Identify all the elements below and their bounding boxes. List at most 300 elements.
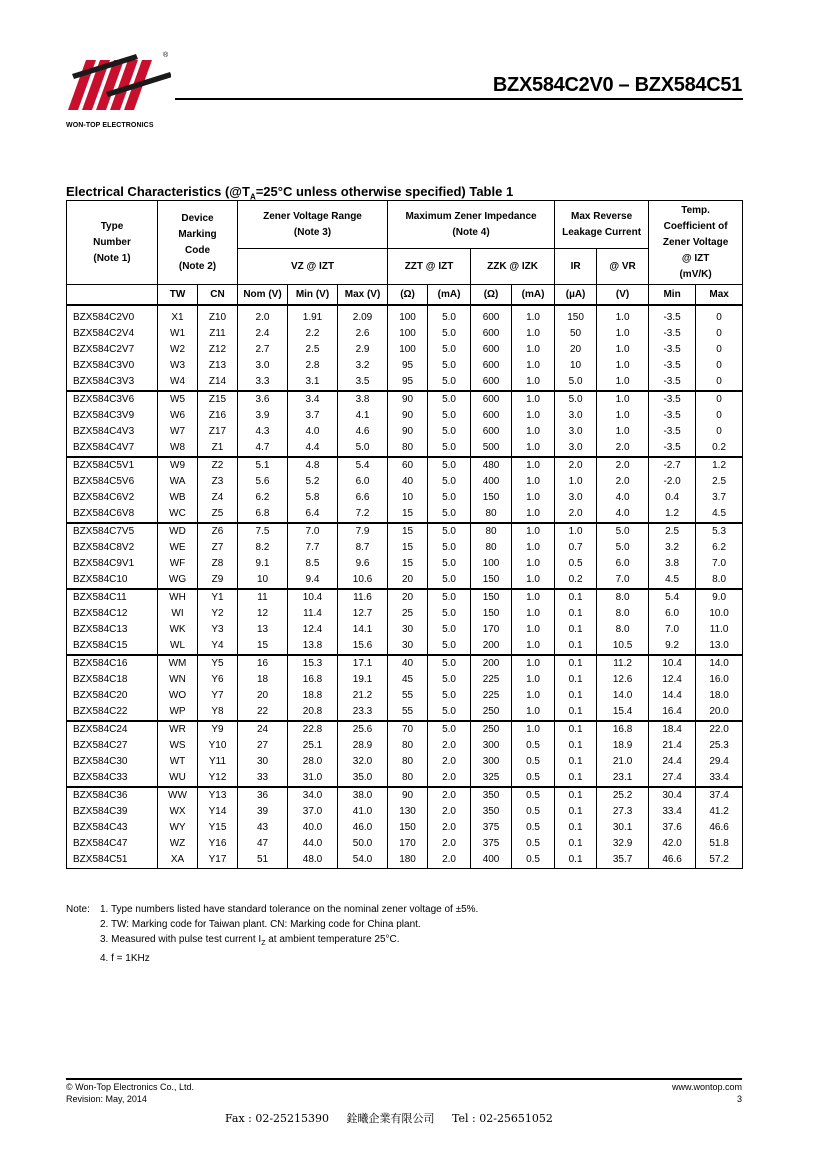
cell-ir: 3.0 (555, 424, 597, 440)
cell-tw: WD (158, 523, 198, 540)
cell-vz-min: 22.8 (288, 721, 338, 738)
cell-ir: 0.1 (555, 606, 597, 622)
header-line: Zener Voltage Range (263, 210, 362, 222)
cell-vr: 11.2 (597, 655, 649, 672)
cell-vr: 32.9 (597, 836, 649, 852)
cell-tc-min: 5.4 (649, 589, 696, 606)
cell-izt: 2.0 (428, 770, 471, 787)
header-line: Coefficient of (663, 220, 728, 232)
table-row (67, 572, 743, 589)
cell-vz-min: 7.7 (288, 540, 338, 556)
cell-tc-max: 5.3 (696, 523, 743, 540)
cell-vz-max: 19.1 (338, 672, 388, 688)
cell-tw: XA (158, 852, 198, 869)
cell-vz-max: 8.7 (338, 540, 388, 556)
cell-cn: Z2 (198, 457, 238, 474)
logo-text: WON-TOP ELECTRONICS (66, 122, 154, 129)
cell-zzt: 80 (388, 754, 428, 770)
cell-zzt: 180 (388, 852, 428, 869)
cell-tc-max: 8.0 (696, 572, 743, 589)
cell-zzt: 80 (388, 770, 428, 787)
notes-label: Note: (66, 904, 90, 915)
cell-vz-max: 6.6 (338, 490, 388, 506)
cell-izt: 2.0 (428, 804, 471, 820)
cell-vr: 18.9 (597, 738, 649, 754)
cell-tw: WL (158, 638, 198, 655)
table-row (67, 836, 743, 852)
cell-tc-max: 11.0 (696, 622, 743, 638)
cell-vz-nom: 9.1 (238, 556, 288, 572)
cell-cn: Z11 (198, 326, 238, 342)
note-3-prefix: 3. Measured with pulse test current I (100, 934, 262, 945)
table-row (67, 704, 743, 721)
cell-type: BZX584C22 (67, 704, 158, 721)
cell-zzk: 225 (471, 688, 512, 704)
cell-ir: 0.7 (555, 540, 597, 556)
cell-vz-max: 4.1 (338, 408, 388, 424)
fax-tel-line: Fax : 02-25215390 銓曦企業有限公司 Tel : 02-25651052 (225, 1112, 553, 1125)
cell-vz-min: 16.8 (288, 672, 338, 688)
cell-cn: Y1 (198, 589, 238, 606)
cell-vr: 2.0 (597, 474, 649, 490)
cell-cn: Y7 (198, 688, 238, 704)
cell-type: BZX584C24 (67, 721, 158, 738)
cell-vz-min: 12.4 (288, 622, 338, 638)
cell-izt: 5.0 (428, 342, 471, 358)
cell-zzt: 15 (388, 556, 428, 572)
cell-vz-min: 11.4 (288, 606, 338, 622)
cell-type: BZX584C5V6 (67, 474, 158, 490)
cell-vz-nom: 33 (238, 770, 288, 787)
table-row (67, 804, 743, 820)
cell-type: BZX584C15 (67, 638, 158, 655)
cell-vz-nom: 10 (238, 572, 288, 589)
header-blank (67, 285, 158, 306)
cell-type: BZX584C10 (67, 572, 158, 589)
cell-vz-min: 20.8 (288, 704, 338, 721)
cell-cn: Z3 (198, 474, 238, 490)
caption-prefix: Electrical Characteristics (@T (66, 184, 250, 199)
unit-header: (Ω) (388, 285, 428, 306)
cell-vr: 15.4 (597, 704, 649, 721)
cell-izt: 5.0 (428, 457, 471, 474)
cell-vr: 35.7 (597, 852, 649, 869)
electrical-characteristics-table (66, 200, 743, 869)
note-3 (100, 932, 400, 951)
cell-cn: Y2 (198, 606, 238, 622)
header-zener-voltage (238, 201, 388, 249)
cell-cn: Z10 (198, 305, 238, 326)
cell-zzk: 200 (471, 655, 512, 672)
header-line: (Note 4) (452, 226, 490, 238)
cell-zzt: 80 (388, 440, 428, 457)
cell-tw: WA (158, 474, 198, 490)
cell-tc-max: 0 (696, 305, 743, 326)
cell-vz-max: 4.6 (338, 424, 388, 440)
cell-izk: 1.0 (512, 326, 555, 342)
unit-header: (µA) (555, 285, 597, 306)
header-zzt-symbol: ZZT @ IZT (388, 249, 471, 285)
cell-cn: Z13 (198, 358, 238, 374)
cell-tw: WC (158, 506, 198, 523)
cell-tc-max: 0.2 (696, 440, 743, 457)
cell-vz-nom: 2.0 (238, 305, 288, 326)
cell-vz-max: 6.0 (338, 474, 388, 490)
table-row (67, 820, 743, 836)
cell-type: BZX584C9V1 (67, 556, 158, 572)
cell-tc-max: 0 (696, 374, 743, 391)
cell-izk: 0.5 (512, 852, 555, 869)
cell-vz-min: 25.1 (288, 738, 338, 754)
cell-vr: 8.0 (597, 622, 649, 638)
cell-type: BZX584C4V3 (67, 424, 158, 440)
cell-vz-max: 21.2 (338, 688, 388, 704)
cell-zzk: 600 (471, 358, 512, 374)
cell-tw: W3 (158, 358, 198, 374)
cell-vr: 5.0 (597, 523, 649, 540)
cell-zzt: 20 (388, 572, 428, 589)
cell-type: BZX584C47 (67, 836, 158, 852)
cell-vr: 5.0 (597, 540, 649, 556)
cell-cn: Y5 (198, 655, 238, 672)
cell-type: BZX584C27 (67, 738, 158, 754)
cell-type: BZX584C8V2 (67, 540, 158, 556)
page-title: BZX584C2V0 – BZX584C51 (492, 74, 742, 96)
cell-zzt: 55 (388, 688, 428, 704)
cell-vz-nom: 3.0 (238, 358, 288, 374)
cell-type: BZX584C51 (67, 852, 158, 869)
cell-tw: WT (158, 754, 198, 770)
cell-zzt: 90 (388, 787, 428, 804)
cell-vz-min: 2.2 (288, 326, 338, 342)
cell-tc-max: 0 (696, 408, 743, 424)
table-row (67, 589, 743, 606)
cell-zzt: 55 (388, 704, 428, 721)
cell-vr: 12.6 (597, 672, 649, 688)
cell-izk: 0.5 (512, 770, 555, 787)
cell-tc-min: 27.4 (649, 770, 696, 787)
header-line: Maximum Zener Impedance (405, 210, 537, 222)
cell-tc-max: 0 (696, 326, 743, 342)
cell-zzt: 100 (388, 342, 428, 358)
cell-tw: W4 (158, 374, 198, 391)
cell-vz-min: 3.7 (288, 408, 338, 424)
header-zzk-symbol: ZZK @ IZK (471, 249, 555, 285)
cell-tc-min: -3.5 (649, 408, 696, 424)
cell-tc-min: 42.0 (649, 836, 696, 852)
cell-izk: 1.0 (512, 704, 555, 721)
cell-vz-min: 13.8 (288, 638, 338, 655)
cell-vz-min: 15.3 (288, 655, 338, 672)
cell-vr: 1.0 (597, 374, 649, 391)
cell-tc-max: 4.5 (696, 506, 743, 523)
cell-vr: 16.8 (597, 721, 649, 738)
table-row (67, 358, 743, 374)
cell-zzk: 350 (471, 787, 512, 804)
cell-zzt: 90 (388, 391, 428, 408)
cell-zzt: 30 (388, 622, 428, 638)
table-row (67, 556, 743, 572)
cell-vr: 4.0 (597, 506, 649, 523)
cell-vz-max: 5.4 (338, 457, 388, 474)
cell-tw: WF (158, 556, 198, 572)
cell-vz-nom: 36 (238, 787, 288, 804)
cell-tc-max: 0 (696, 342, 743, 358)
cell-tc-min: 1.2 (649, 506, 696, 523)
unit-header: (Ω) (471, 285, 512, 306)
cell-cn: Z17 (198, 424, 238, 440)
cell-izk: 0.5 (512, 787, 555, 804)
cell-zzk: 170 (471, 622, 512, 638)
header-vz-symbol: VZ @ IZT (238, 249, 388, 285)
header-device-marking (158, 201, 238, 285)
cell-tc-min: -3.5 (649, 391, 696, 408)
cell-cn: Y6 (198, 672, 238, 688)
unit-header: Max (V) (338, 285, 388, 306)
cell-ir: 1.0 (555, 474, 597, 490)
cell-vz-max: 38.0 (338, 787, 388, 804)
table-row (67, 672, 743, 688)
cell-tc-max: 2.5 (696, 474, 743, 490)
cell-izk: 1.0 (512, 622, 555, 638)
cell-ir: 2.0 (555, 457, 597, 474)
cell-tw: WE (158, 540, 198, 556)
cell-tc-min: 30.4 (649, 787, 696, 804)
cell-tw: WS (158, 738, 198, 754)
cell-type: BZX584C3V0 (67, 358, 158, 374)
cell-ir: 0.1 (555, 704, 597, 721)
cell-vz-nom: 15 (238, 638, 288, 655)
cell-cn: Y11 (198, 754, 238, 770)
notes (66, 902, 478, 966)
cell-zzt: 60 (388, 457, 428, 474)
cell-vr: 23.1 (597, 770, 649, 787)
cell-cn: Y4 (198, 638, 238, 655)
unit-header: (V) (597, 285, 649, 306)
cell-tc-max: 0 (696, 424, 743, 440)
cell-vr: 1.0 (597, 358, 649, 374)
cell-vz-nom: 27 (238, 738, 288, 754)
cell-vr: 1.0 (597, 424, 649, 440)
header-line: Device (181, 212, 214, 224)
cell-vr: 1.0 (597, 326, 649, 342)
cell-vz-min: 8.5 (288, 556, 338, 572)
cell-izk: 1.0 (512, 490, 555, 506)
header-temp-coefficient (649, 201, 743, 285)
header-line: Zener Voltage (662, 236, 729, 248)
cell-type: BZX584C13 (67, 622, 158, 638)
cell-zzk: 600 (471, 374, 512, 391)
cell-vz-nom: 6.8 (238, 506, 288, 523)
cell-izk: 1.0 (512, 540, 555, 556)
cell-vz-max: 23.3 (338, 704, 388, 721)
cell-vz-min: 1.91 (288, 305, 338, 326)
cell-tc-max: 41.2 (696, 804, 743, 820)
cell-vr: 8.0 (597, 606, 649, 622)
cell-izk: 1.0 (512, 638, 555, 655)
cell-ir: 50 (555, 326, 597, 342)
cell-izk: 1.0 (512, 374, 555, 391)
cell-zzk: 150 (471, 606, 512, 622)
cell-vz-max: 15.6 (338, 638, 388, 655)
cell-izk: 0.5 (512, 836, 555, 852)
cell-tc-min: 3.8 (649, 556, 696, 572)
cell-tw: W2 (158, 342, 198, 358)
cell-type: BZX584C4V7 (67, 440, 158, 457)
cell-tw: WY (158, 820, 198, 836)
caption-suffix: =25°C unless otherwise specified) Table 1 (255, 184, 514, 199)
cell-izt: 2.0 (428, 820, 471, 836)
cell-vr: 1.0 (597, 305, 649, 326)
cell-tc-min: 24.4 (649, 754, 696, 770)
table-caption (66, 184, 513, 202)
cell-izt: 5.0 (428, 622, 471, 638)
cell-zzk: 80 (471, 540, 512, 556)
cell-tc-max: 37.4 (696, 787, 743, 804)
cell-zzt: 15 (388, 506, 428, 523)
cell-tw: W1 (158, 326, 198, 342)
cell-vz-nom: 6.2 (238, 490, 288, 506)
cell-type: BZX584C5V1 (67, 457, 158, 474)
cell-vz-max: 5.0 (338, 440, 388, 457)
cell-tc-max: 14.0 (696, 655, 743, 672)
cell-type: BZX584C20 (67, 688, 158, 704)
cell-tw: WR (158, 721, 198, 738)
note-1: 1. Type numbers listed have standard tolerance on the nominal zener voltage of ±5%. (100, 904, 479, 915)
cell-zzk: 375 (471, 836, 512, 852)
header-line: Number (93, 236, 131, 248)
cell-cn: Y16 (198, 836, 238, 852)
cell-vz-nom: 22 (238, 704, 288, 721)
cell-izt: 5.0 (428, 474, 471, 490)
cell-vz-max: 54.0 (338, 852, 388, 869)
cell-zzt: 80 (388, 738, 428, 754)
cell-izk: 1.0 (512, 606, 555, 622)
cell-type: BZX584C30 (67, 754, 158, 770)
table-row (67, 424, 743, 440)
table-row (67, 721, 743, 738)
revision: Revision: May, 2014 (66, 1094, 147, 1104)
cell-vz-max: 2.09 (338, 305, 388, 326)
cell-zzk: 600 (471, 326, 512, 342)
cell-cn: Y3 (198, 622, 238, 638)
cell-vz-nom: 3.3 (238, 374, 288, 391)
cell-vz-max: 10.6 (338, 572, 388, 589)
cell-izk: 0.5 (512, 820, 555, 836)
header-line: (Note 2) (178, 260, 217, 272)
cell-cn: Z7 (198, 540, 238, 556)
cell-izt: 5.0 (428, 540, 471, 556)
cell-ir: 1.0 (555, 523, 597, 540)
cell-vz-nom: 43 (238, 820, 288, 836)
table-row (67, 326, 743, 342)
cell-tc-max: 9.0 (696, 589, 743, 606)
cell-izt: 2.0 (428, 852, 471, 869)
unit-header: (mA) (512, 285, 555, 306)
cell-izk: 1.0 (512, 523, 555, 540)
registered-mark: ® (163, 52, 169, 59)
cell-zzk: 250 (471, 704, 512, 721)
cell-izt: 5.0 (428, 326, 471, 342)
header-line: (Note 3) (293, 226, 332, 238)
cell-tc-min: -3.5 (649, 374, 696, 391)
cell-ir: 0.1 (555, 672, 597, 688)
cell-vr: 2.0 (597, 440, 649, 457)
header-line: Temp. (681, 204, 710, 216)
cell-zzt: 90 (388, 408, 428, 424)
cell-zzt: 70 (388, 721, 428, 738)
cell-vz-max: 7.9 (338, 523, 388, 540)
cell-tc-min: 46.6 (649, 852, 696, 869)
cell-cn: Y8 (198, 704, 238, 721)
cell-vz-max: 25.6 (338, 721, 388, 738)
cell-ir: 0.1 (555, 721, 597, 738)
cell-type: BZX584C7V5 (67, 523, 158, 540)
cell-vr: 10.5 (597, 638, 649, 655)
table-row (67, 852, 743, 869)
cell-type: BZX584C3V3 (67, 374, 158, 391)
cell-vz-nom: 12 (238, 606, 288, 622)
cell-vz-min: 28.0 (288, 754, 338, 770)
cell-zzk: 600 (471, 391, 512, 408)
cell-vz-min: 3.1 (288, 374, 338, 391)
cell-tc-max: 6.2 (696, 540, 743, 556)
cell-vz-max: 7.2 (338, 506, 388, 523)
cell-tc-min: 37.6 (649, 820, 696, 836)
cell-vz-min: 5.2 (288, 474, 338, 490)
cell-tw: WX (158, 804, 198, 820)
cell-tw: WM (158, 655, 198, 672)
cell-zzt: 130 (388, 804, 428, 820)
cell-vz-max: 3.2 (338, 358, 388, 374)
cell-izt: 5.0 (428, 490, 471, 506)
cell-tc-max: 13.0 (696, 638, 743, 655)
cell-izk: 1.0 (512, 457, 555, 474)
cell-vz-nom: 8.2 (238, 540, 288, 556)
cell-izk: 1.0 (512, 305, 555, 326)
footer-rule (66, 1078, 742, 1080)
cell-zzk: 400 (471, 474, 512, 490)
cell-vr: 4.0 (597, 490, 649, 506)
cell-vz-min: 4.8 (288, 457, 338, 474)
cell-zzk: 300 (471, 738, 512, 754)
cell-zzk: 375 (471, 820, 512, 836)
cell-zzt: 10 (388, 490, 428, 506)
header-line: (mV/K) (679, 268, 712, 280)
cell-cn: Z4 (198, 490, 238, 506)
table-row (67, 787, 743, 804)
cell-zzt: 40 (388, 655, 428, 672)
cell-zzk: 600 (471, 424, 512, 440)
cell-vz-nom: 2.4 (238, 326, 288, 342)
cell-vz-min: 31.0 (288, 770, 338, 787)
website-link[interactable]: www.wontop.com (671, 1082, 742, 1092)
header-type-number (67, 201, 158, 285)
note-3-suffix: at ambient temperature 25°C. (265, 934, 400, 945)
cell-vz-max: 11.6 (338, 589, 388, 606)
cell-tc-max: 1.2 (696, 457, 743, 474)
header-vr-symbol: @ VR (597, 249, 649, 285)
cell-vz-min: 40.0 (288, 820, 338, 836)
cell-tc-max: 29.4 (696, 754, 743, 770)
cell-tc-min: 9.2 (649, 638, 696, 655)
cell-tc-max: 7.0 (696, 556, 743, 572)
cell-vr: 1.0 (597, 391, 649, 408)
cell-vz-nom: 16 (238, 655, 288, 672)
cell-tw: W8 (158, 440, 198, 457)
cell-cn: Z14 (198, 374, 238, 391)
cell-cn: Y13 (198, 787, 238, 804)
